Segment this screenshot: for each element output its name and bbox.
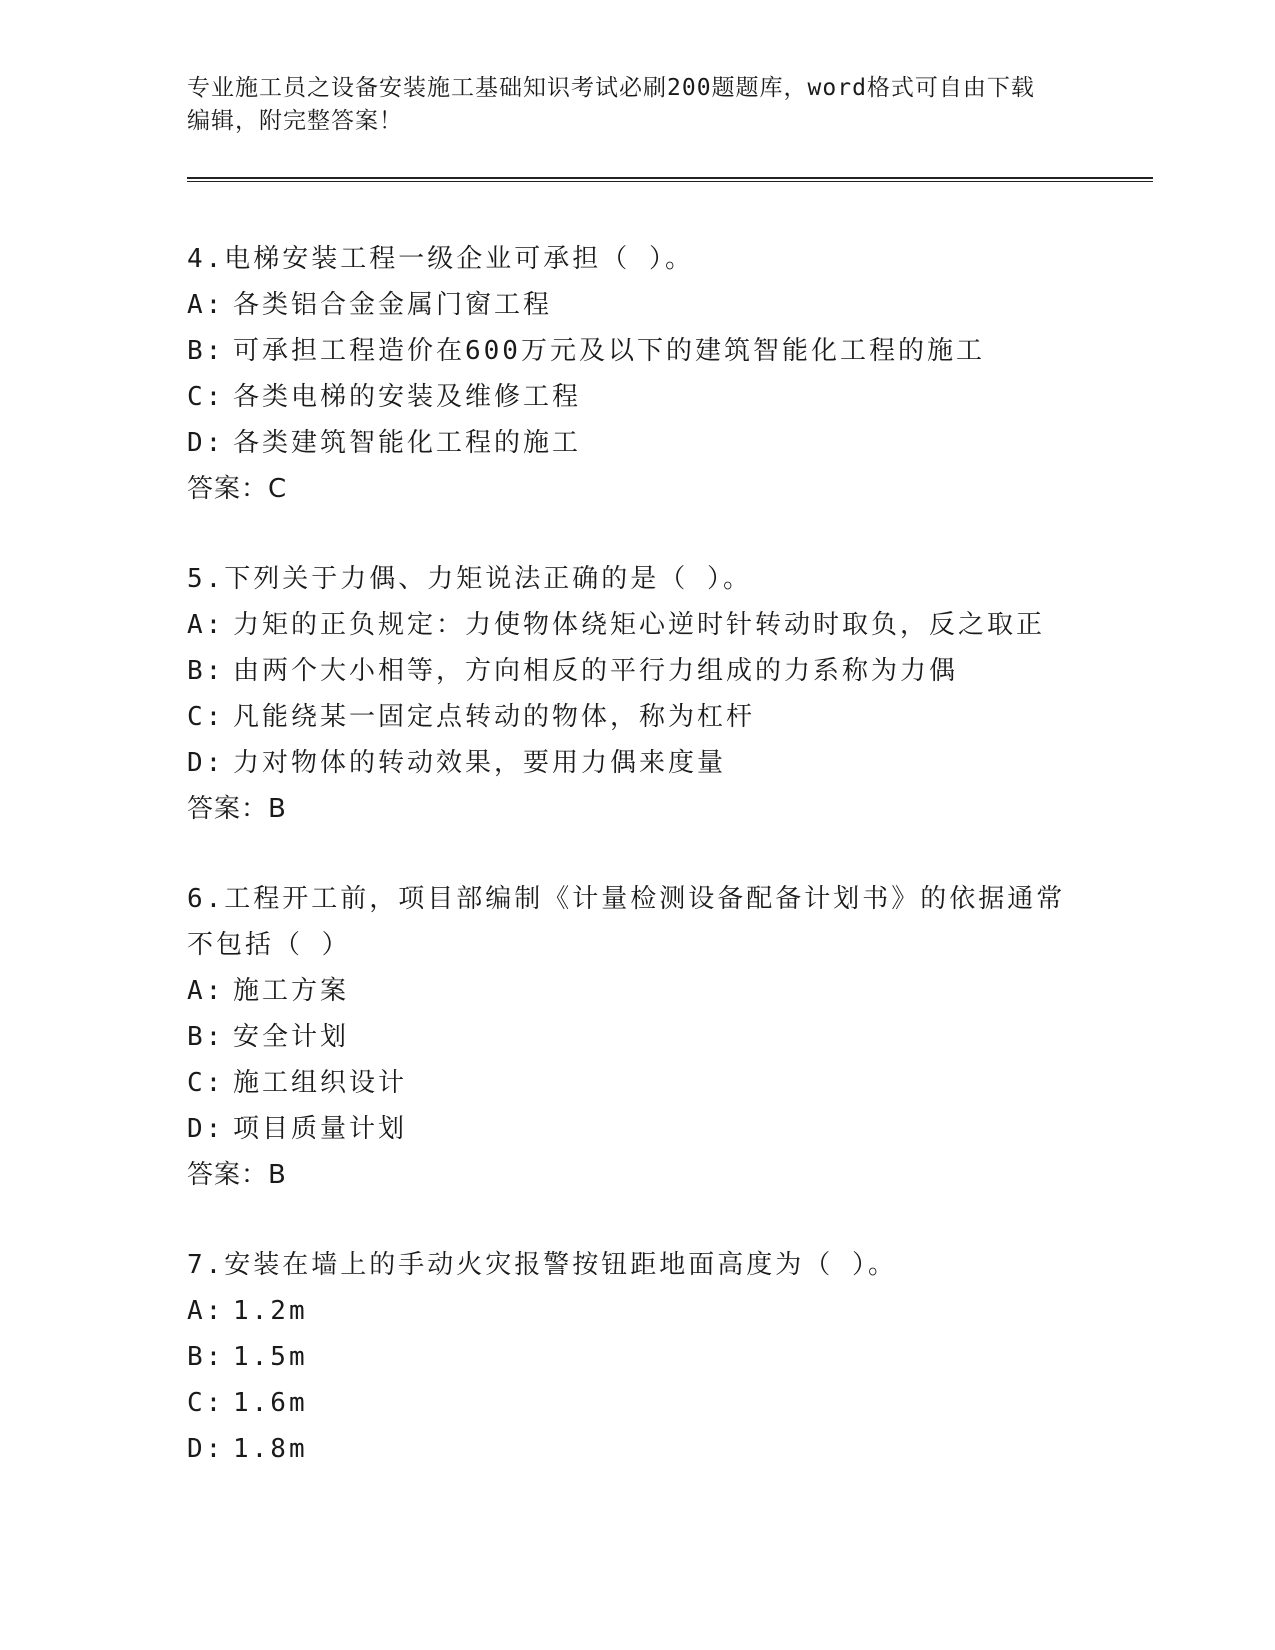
option-text: 力矩的正负规定：力使物体绕矩心逆时针转动时取负，反之取正 <box>233 610 1046 640</box>
question-item <box>187 236 1147 512</box>
option-letter: B: <box>187 656 225 686</box>
option-c <box>187 1060 1147 1106</box>
option-c <box>187 374 1147 420</box>
option-letter: D: <box>187 1114 225 1144</box>
answer-line: 答案：B <box>187 794 287 824</box>
header-title-line-1: 专业施工员之设备安装施工基础知识考试必刷200题题库，word格式可自由下载 <box>187 75 1035 101</box>
option-letter: B: <box>187 1342 225 1372</box>
option-letter: C: <box>187 1068 225 1098</box>
question-item <box>187 556 1147 832</box>
option-letter: D: <box>187 1434 225 1464</box>
document-header <box>187 72 1087 138</box>
option-text: 凡能绕某一固定点转动的物体，称为杠杆 <box>233 702 756 732</box>
option-a <box>187 282 1147 328</box>
option-text: 安全计划 <box>233 1022 350 1052</box>
option-d <box>187 1426 1147 1472</box>
option-b <box>187 648 1147 694</box>
question-stem <box>187 876 1067 968</box>
question-spacer <box>187 1198 1147 1242</box>
option-letter: A: <box>187 1296 225 1326</box>
question-stem-line: 6.工程开工前，项目部编制《计量检测设备配备计划书》的依据通常 <box>187 884 1066 914</box>
question-list <box>187 236 1147 1472</box>
option-text: 1.5m <box>233 1342 308 1372</box>
option-text: 各类铝合金金属门窗工程 <box>233 290 553 320</box>
question-stem <box>187 1242 1067 1288</box>
option-a <box>187 968 1147 1014</box>
question-spacer <box>187 512 1147 556</box>
option-text: 力对物体的转动效果，要用力偶来度量 <box>233 748 727 778</box>
option-text: 施工组织设计 <box>233 1068 408 1098</box>
question-item <box>187 1242 1147 1472</box>
header-divider-bottom <box>187 181 1153 182</box>
option-text: 1.8m <box>233 1434 308 1464</box>
option-c <box>187 1380 1147 1426</box>
header-title-line-2: 编辑，附完整答案！ <box>187 108 403 134</box>
option-text: 施工方案 <box>233 976 350 1006</box>
option-a <box>187 602 1147 648</box>
question-stem-line: 7.安装在墙上的手动火灾报警按钮距地面高度为（ ）。 <box>187 1250 897 1280</box>
option-text: 各类电梯的安装及维修工程 <box>233 382 582 412</box>
option-letter: D: <box>187 748 225 778</box>
option-letter: B: <box>187 336 225 366</box>
option-text: 由两个大小相等，方向相反的平行力组成的力系称为力偶 <box>233 656 959 686</box>
option-d <box>187 420 1147 466</box>
question-spacer <box>187 832 1147 876</box>
answer-line: 答案：B <box>187 1160 287 1190</box>
option-letter: D: <box>187 428 225 458</box>
option-text: 1.6m <box>233 1388 308 1418</box>
option-d <box>187 740 1147 786</box>
option-text: 1.2m <box>233 1296 308 1326</box>
option-letter: A: <box>187 610 225 640</box>
option-c <box>187 694 1147 740</box>
option-letter: A: <box>187 976 225 1006</box>
option-letter: C: <box>187 382 225 412</box>
question-stem-line: 5.下列关于力偶、力矩说法正确的是（ ）。 <box>187 564 752 594</box>
option-text: 各类建筑智能化工程的施工 <box>233 428 582 458</box>
option-b <box>187 1334 1147 1380</box>
option-b <box>187 328 1147 374</box>
option-letter: C: <box>187 702 225 732</box>
option-letter: C: <box>187 1388 225 1418</box>
question-stem-line: 不包括（ ） <box>187 930 351 960</box>
question-item <box>187 876 1147 1198</box>
option-text: 可承担工程造价在600万元及以下的建筑智能化工程的施工 <box>233 336 985 366</box>
header-divider-top <box>187 177 1153 179</box>
option-letter: A: <box>187 290 225 320</box>
option-letter: B: <box>187 1022 225 1052</box>
option-b <box>187 1014 1147 1060</box>
answer-line: 答案：C <box>187 474 288 504</box>
option-text: 项目质量计划 <box>233 1114 408 1144</box>
question-stem <box>187 556 1067 602</box>
question-stem <box>187 236 1067 282</box>
question-stem-line: 4.电梯安装工程一级企业可承担（ ）。 <box>187 244 694 274</box>
option-a <box>187 1288 1147 1334</box>
option-d <box>187 1106 1147 1152</box>
